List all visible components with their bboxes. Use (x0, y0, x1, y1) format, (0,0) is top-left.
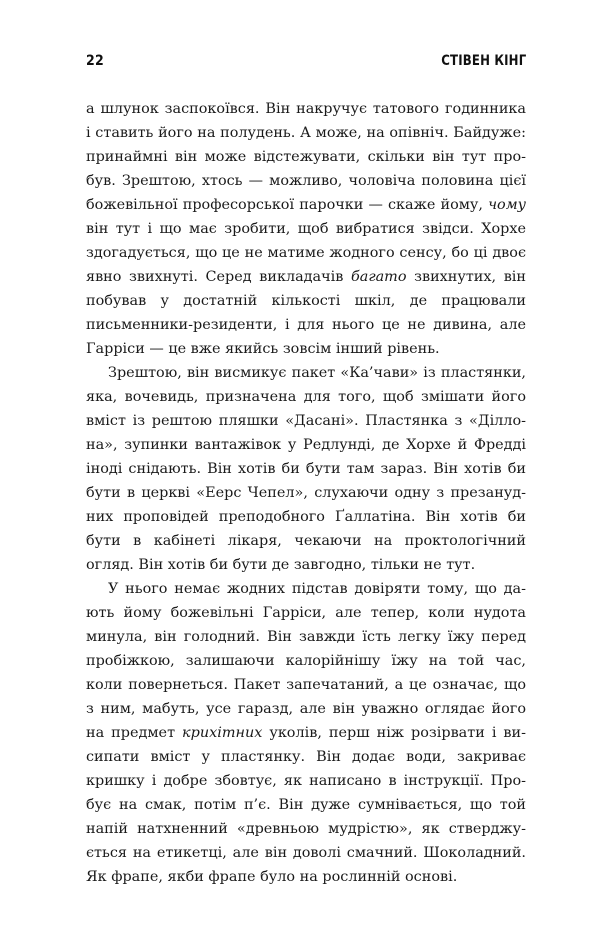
running-header (86, 50, 526, 72)
paragraph-2 (86, 361, 526, 577)
text-run: він тут і що має зробити, щоб вибратися звідси. Хорхе здогадується, що це не матиме жодного сенсу, бо ці двоє явно звихнуті. Серед викладачів (86, 221, 526, 285)
body-text (86, 97, 526, 889)
page-number: 22 (86, 53, 104, 69)
paragraph-3 (86, 577, 526, 889)
text-run: У нього немає жодних підстав довіряти тому, що дають йому божевільні Гарріси, але тепер, коли нудота минула, він голодний. Він завжди їсть легку їжу перед пробіжкою, залишаючи калорійнішу їжу на той час, коли повернеться. Пакет запечатаний, а це означає, що з ним, мабуть, усе гаразд, але він уважно оглядає його на предмет (86, 581, 526, 741)
italic-run: чому (488, 197, 526, 213)
running-head-author: СТІВЕН КІНГ (440, 53, 526, 69)
text-run: а шлунок заспокоївся. Він накручує татового годинника і ставить його на полудень. А може, на опівніч. Байдуже: принаймні він може відстежувати, скільки він тут пробув. Зрештою, хтось — можливо, чоловіча половина цієї божевільної професорської парочки — скаже йому, (86, 101, 526, 213)
paragraph-1 (86, 97, 526, 361)
text-run: звихнутих, він побував у достатній кількості шкіл, де працювали письменники-резиденти, і для нього це не дивина, але Гарріси — це вже якийсь зовсім інший рівень. (86, 269, 526, 357)
text-run: Зрештою, він висмикує пакет «Ка’чави» із пластянки, яка, вочевидь, призначена для того, щоб змішати його вміст із рештою пляшки «Дасані». Пластянка з «Діллона», зупинки вантажівок у Редлунді, де Хорхе й Фредді іноді снідають. Він хотів би бути там зараз. Він хотів би бути в церкві «Еерс Чепел», слухаючи одну з презанудних проповідей преподобного Ґаллатіна. Він хотів би бути в кабінеті лікаря, чекаючи на проктологічний огляд. Він хотів би бути де завгодно, тільки не тут. (86, 365, 526, 573)
text-run: уколів, перш ніж розірвати і висипати вміст у пластянку. Він додає води, закриває кришку і добре збовтує, як написано в інструкції. Пробує на смак, потім п’є. Він дуже сумнівається, що той напій натхненний «древньою мудрістю», як стверджується на етикетці, але він доволі смачний. Шоколадний. Як фрапе, якби фрапе було на рослинній основі. (86, 725, 526, 885)
italic-run: багато (350, 269, 407, 285)
italic-run: крихітних (182, 725, 263, 741)
